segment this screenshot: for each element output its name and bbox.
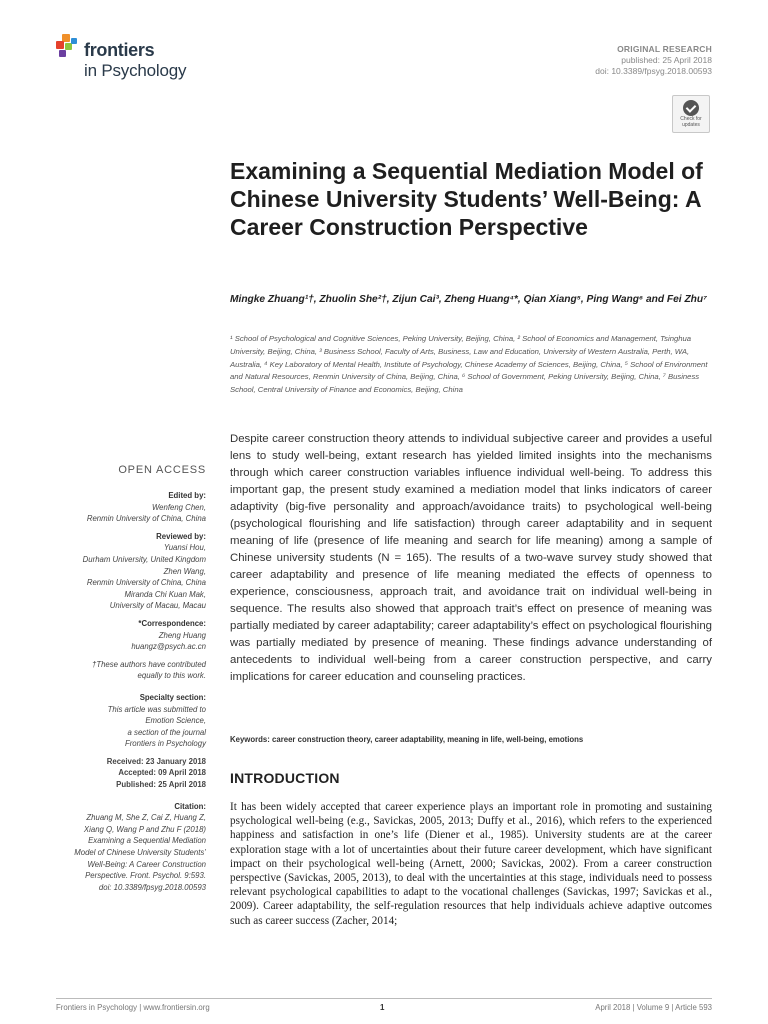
citation-heading: Citation: [174,801,206,811]
citation-line: Well-Being: A Career Construction [87,859,206,869]
introduction-paragraph: It has been widely accepted that career experience plays an important role in promoting and sustaining psychological well-being (e.g., Savickas, 2005, 2013; Duffy et al., 2016), which refers to the experienced happiness and satisfaction in one’s life (Diener et al., 1985). University students are at the career exploration stage with a lot of uncertainties about their future career development, which have significant impact on their psychological well-being (Arnett, 2000; Savickas, 2002). From a career construction perspective (Savickas, 2005, 2013), to deal with the uncertainties at this stage, individuals need to possess relevant psychological capabilities to adapt to the vocational challenges (Savickas, 1997; Savickas et al., 2009). Career adaptability, the self-regulation resources that help individuals achieve adaptive outcomes such as career success (Zacher, 2014; [230,801,712,927]
section-heading-introduction: INTRODUCTION [230,770,340,786]
specialty-line: Frontiers in Psychology [124,739,206,749]
citation-line: Zhuang M, She Z, Cai Z, Huang Z, [86,813,206,823]
reviewed-by-heading: Reviewed by: [156,531,206,541]
check-label-1: Check for [680,116,702,122]
citation-doi-link[interactable]: doi: 10.3389/fpsyg.2018.00593 [98,882,206,892]
editor-name: Wenfeng Chen, [151,502,206,512]
published-date-sidebar: Published: 25 April 2018 [116,780,206,790]
abstract-text: Despite career construction theory attends to individual subjective career and provides a useful lens to study well-being, extant research has yielded limited insights into the mechanisms through which career construction variables influence individual well-being. To address this important gap, the present study examined a mediation model that links indicators of career adaptivity (big-five personality and approach/avoidance traits) to psychological well-being (psychological flourishing and life satisfaction) through career adaptability and in sequent meaning of life (presence of life meaning and search for life meaning) among a sample of Chinese university students (N = 165). The results of a two-wave survey study showed that career adaptability and presence of life meaning mediated the effects of openness to experience, consciousness, approach trait, and avoidance trait on individual well-being in sequence. The results also showed that approach trait’s effect on presence of meaning was partially mediated by career adaptability; career adaptability’s effect on psychological flourishing was partially mediated by presence of meaning. These findings advance understanding of antecedents to individual well-being from a career construction perspective, and carry implications for career education and counseling practices. [230,433,712,683]
specialty-line: Emotion Science, [145,716,206,726]
footer-journal-site[interactable]: Frontiers in Psychology | www.frontiersin.org [56,1003,210,1012]
reviewer-line: Zhen Wang, [163,566,206,576]
check-icon [683,100,699,116]
keywords: Keywords: career construction theory, career adaptability, meaning in life, well-being, emotions [230,735,584,744]
reviewer-line: Renmin University of China, China [86,578,206,588]
check-for-updates-button[interactable] [672,95,710,133]
received-date: Received: 23 January 2018 [106,756,206,766]
reviewer-line: University of Macau, Macau [109,601,206,611]
editor-affiliation: Renmin University of China, China [86,514,206,524]
specialty-line: a section of the journal [127,727,206,737]
citation-line: Perspective. Front. Psychol. 9:593. [85,871,206,881]
open-access-label: OPEN ACCESS [118,464,206,476]
citation-line: Model of Chinese University Students’ [74,848,206,858]
correspondence-heading: *Correspondence: [138,618,206,628]
article-type: ORIGINAL RESEARCH [617,44,712,54]
author-list: Mingke Zhuang¹†, Zhuolin She²†, Zijun Cai³, Zheng Huang⁴*, Qian Xiang⁵, Ping Wang⁶ and Fei Zhu⁷ [230,294,708,305]
affiliations: ¹ School of Psychological and Cognitive Sciences, Peking University, Beijing, China, ² School of Economics and Management, Tsinghua University, Beijing, China, ³ Business School, Faculty of Arts, Business, Law and Education, University of Western Australia, Perth, WA, Australia, ⁴ Key Laboratory of Mental Health, Institute of Psychology, Chinese Academy of Sciences, Beijing, China, ⁵ School of Environment and Natural Resources, Renmin University of China, Beijing, China, ⁶ School of Government, Peking University, Beijing, China, ⁷ Business School, Central University of Finance and Economics, Beijing, China [230,334,708,395]
accepted-date: Accepted: 09 April 2018 [118,768,206,778]
frontiers-logo-icon [56,34,80,64]
footer-issue-info: April 2018 | Volume 9 | Article 593 [595,1003,712,1012]
article-doi[interactable]: doi: 10.3389/fpsyg.2018.00593 [595,66,712,76]
logo-text-frontiers: frontiers [84,40,155,60]
article-title: Examining a Sequential Mediation Model of Chinese University Students’ Well-Being: A Career Construction Perspective [230,158,703,240]
specialty-line: This article was submitted to [107,704,206,714]
logo-text-journal: in Psychology [84,61,187,80]
correspondent-name: Zheng Huang [158,630,206,640]
check-label-2: updates [682,121,700,128]
citation-line: Xiang Q, Wang P and Zhu F (2018) [83,824,206,834]
citation-line: Examining a Sequential Mediation [88,836,206,846]
journal-logo[interactable] [56,34,216,82]
equal-contribution-note: †These authors have contributed [92,659,206,669]
footer-divider [56,998,712,999]
edited-by-heading: Edited by: [168,491,206,500]
article-sidebar [40,490,206,893]
page-number: 1 [380,1003,385,1012]
article-meta [595,44,712,77]
reviewer-line: Durham University, United Kingdom [82,554,206,564]
published-date: published: 25 April 2018 [621,55,712,65]
reviewer-line: Miranda Chi Kuan Mak, [124,589,206,599]
equal-contribution-note: equally to this work. [137,671,206,681]
reviewer-line: Yuansi Hou, [163,543,206,553]
correspondent-email-link[interactable]: huangz@psych.ac.cn [131,642,206,652]
specialty-heading: Specialty section: [139,692,206,702]
